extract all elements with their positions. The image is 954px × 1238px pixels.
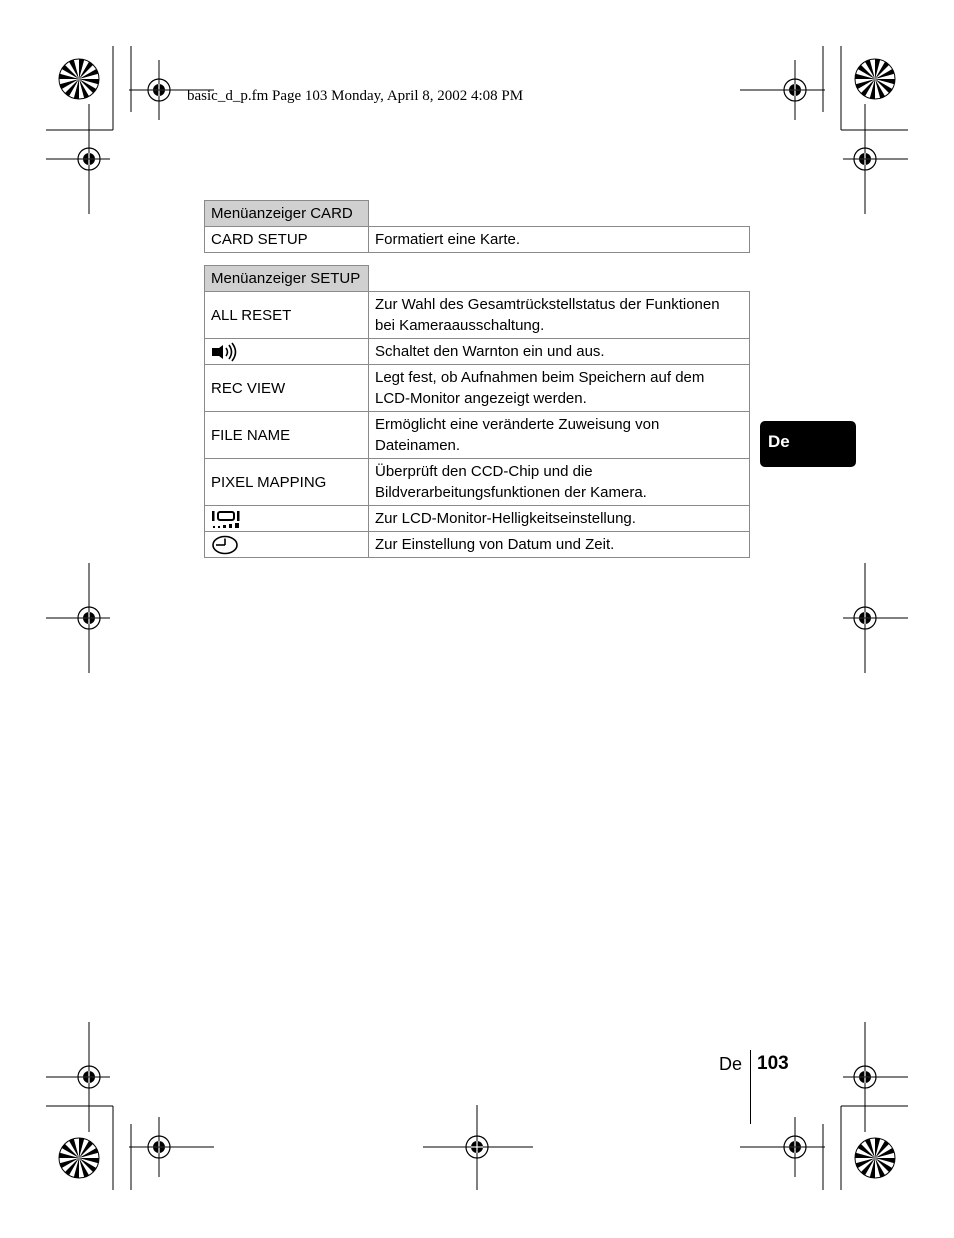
table-row — [205, 532, 750, 558]
card-table-header-blank — [369, 201, 750, 227]
page-number: 103 — [757, 1053, 789, 1074]
setting-description: Überprüft den CCD-Chip und die Bildverarbeitungsfunktionen der Kamera. — [369, 459, 750, 506]
setting-description: Zur Wahl des Gesamtrückstellstatus der Funktionen bei Kameraausschaltung. — [369, 292, 750, 339]
setting-name: ALL RESET — [205, 292, 369, 339]
setup-table-header: Menüanzeiger SETUP — [205, 266, 369, 292]
setting-icon-cell — [205, 506, 369, 532]
setting-description: Zur Einstellung von Datum und Zeit. — [369, 532, 750, 558]
table-row — [205, 365, 750, 412]
setting-name: PIXEL MAPPING — [205, 459, 369, 506]
setting-description: Formatiert eine Karte. — [369, 227, 750, 253]
print-header-line: basic_d_p.fm Page 103 Monday, April 8, 2002 4:08 PM — [187, 88, 524, 104]
beep-sound-icon — [211, 342, 239, 362]
setting-name: CARD SETUP — [205, 227, 369, 253]
lcd-brightness-icon — [211, 509, 243, 529]
table-row — [205, 412, 750, 459]
setup-table-header-blank — [369, 266, 750, 292]
table-row — [205, 339, 750, 365]
setting-icon-cell — [205, 532, 369, 558]
setting-description: Zur LCD-Monitor-Helligkeitseinstellung. — [369, 506, 750, 532]
setting-name: FILE NAME — [205, 412, 369, 459]
footer-divider — [750, 1050, 751, 1124]
setting-description: Legt fest, ob Aufnahmen beim Speichern auf dem LCD-Monitor angezeigt werden. — [369, 365, 750, 412]
table-row — [205, 227, 750, 253]
table-row — [205, 459, 750, 506]
setting-name: REC VIEW — [205, 365, 369, 412]
card-table-header: Menüanzeiger CARD — [205, 201, 369, 227]
setup-menu-table — [204, 265, 750, 558]
setting-description: Schaltet den Warnton ein und aus. — [369, 339, 750, 365]
setting-icon-cell — [205, 339, 369, 365]
setting-description: Ermöglicht eine veränderte Zuweisung von Dateinamen. — [369, 412, 750, 459]
clock-icon — [211, 535, 239, 555]
footer-language: De — [719, 1054, 743, 1074]
table-row — [205, 292, 750, 339]
table-row — [205, 506, 750, 532]
card-menu-table — [204, 200, 750, 253]
language-tab: De — [760, 421, 856, 467]
